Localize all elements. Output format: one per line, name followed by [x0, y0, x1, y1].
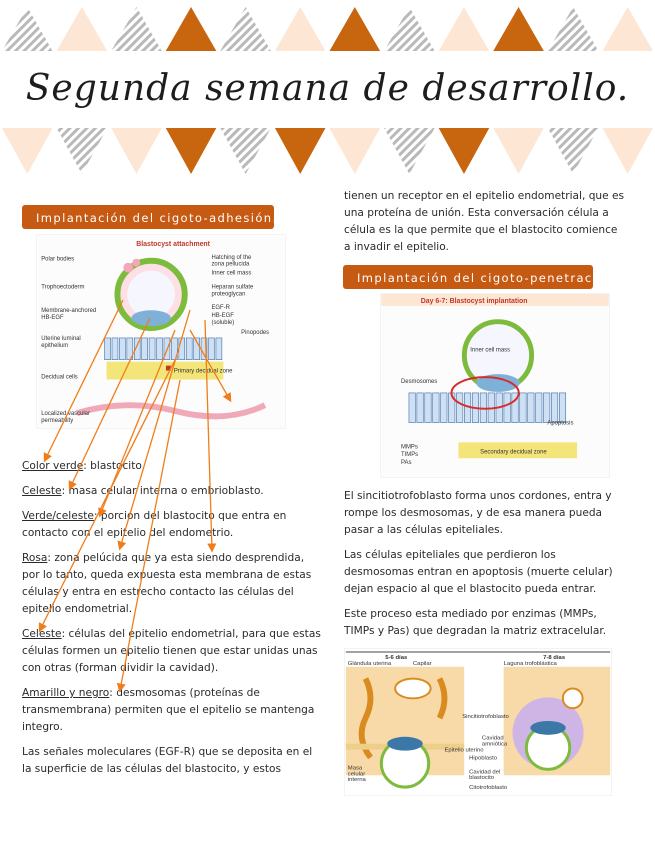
svg-text:Polar bodies: Polar bodies	[41, 256, 75, 263]
svg-text:Glándula uterina: Glándula uterina	[347, 660, 392, 667]
epithelial-cell	[119, 338, 125, 360]
svg-text:zona pellucida: zona pellucida	[211, 261, 250, 268]
svg-text:Localized vascular: Localized vascular	[41, 411, 90, 418]
epithelial-cell	[559, 393, 565, 423]
svg-text:Pinopodes: Pinopodes	[241, 329, 270, 336]
bunting-flag	[384, 7, 435, 51]
svg-text:Laguna trofoblástica: Laguna trofoblástica	[503, 660, 557, 667]
bunting-flag	[2, 7, 53, 51]
epithelial-cell	[456, 393, 462, 423]
svg-text:epithelium: epithelium	[41, 342, 69, 349]
epithelial-cell	[209, 338, 215, 360]
svg-text:proteoglycan: proteoglycan	[211, 291, 246, 298]
svg-text:Heparan sulfate: Heparan sulfate	[211, 284, 254, 291]
epithelial-cell	[171, 338, 177, 360]
epithelial-cell	[142, 338, 148, 360]
bunting-flag	[602, 128, 653, 174]
svg-text:Citotrofoblasto: Citotrofoblasto	[469, 785, 508, 792]
blastocyst-implantation-figure	[380, 293, 610, 478]
svg-text:Primary decidual zone: Primary decidual zone	[173, 368, 233, 375]
svg-text:Inner cell mass: Inner cell mass	[470, 347, 511, 354]
bottom-bunting-decoration	[0, 128, 655, 176]
top-bunting-decoration	[0, 5, 655, 53]
epithelial-cell	[134, 338, 140, 360]
epithelial-cell	[179, 338, 185, 360]
bunting-flag	[57, 128, 108, 174]
svg-text:Apoptosis: Apoptosis	[547, 420, 574, 427]
epithelial-cell	[433, 393, 439, 423]
epithelial-cell	[127, 338, 133, 360]
blastocyst-attachment-figure	[36, 234, 286, 429]
epithelial-cell	[409, 393, 415, 423]
epithelial-cell	[543, 393, 549, 423]
svg-text:Secondary decidual zone: Secondary decidual zone	[480, 449, 547, 456]
right-text-column	[344, 188, 626, 264]
svg-text:Decidual cells: Decidual cells	[41, 374, 78, 381]
section-banner-penetracion: Implantación del cigoto-penetración.	[343, 265, 593, 289]
svg-text:Membrane-anchored: Membrane-anchored	[41, 308, 97, 315]
bunting-flag	[111, 7, 162, 51]
section-banner-adhesion: Implantación del cigoto-adhesión.	[22, 205, 274, 229]
bunting-flag	[548, 128, 599, 174]
svg-text:EGF-R: EGF-R	[211, 305, 230, 312]
bunting-flag	[275, 128, 326, 174]
svg-text:Capilar: Capilar	[412, 660, 432, 667]
svg-text:Cavidad: Cavidad	[481, 735, 504, 742]
svg-text:amniótica: amniótica	[481, 741, 508, 748]
text-color-verde: Color verde: blastocito.	[22, 460, 146, 472]
text-enzimas: Este proceso esta mediado por enzimas (MMPs, TIMPs y Pas) que degradan la matriz extracelular.	[344, 608, 607, 637]
epithelial-cell	[417, 393, 423, 423]
epithelial-cell	[528, 393, 534, 423]
text-amarillo-negro: Amarillo y negro: desmosomas (proteínas de transmembrana) permiten que el epitelio se mantenga integro.	[22, 687, 315, 733]
epithelial-cell	[536, 393, 542, 423]
text-sincitiotrofoblasto: El sincitiotrofoblasto forma unos cordones, entra y rompe los desmosomas, y de esa manera pueda pasar a las células epiteliales.	[344, 490, 612, 536]
bunting-flag	[111, 128, 162, 174]
svg-text:Masa: Masa	[347, 765, 363, 772]
epithelial-cell	[441, 393, 447, 423]
svg-text:Epitelio uterino: Epitelio uterino	[444, 747, 484, 754]
epithelial-cell	[186, 338, 192, 360]
epithelial-cell	[112, 338, 118, 360]
text-rosa: Rosa: zona pelúcida que ya esta siendo desprendida, por lo tanto, queda expuesta esta membrana de estas células y entra en estrecho contacto las células del epitelio endometrial.	[22, 552, 312, 615]
figure-title: Day 6-7: Blastocyst implantation	[420, 297, 528, 305]
svg-text:7-8 días: 7-8 días	[543, 654, 566, 661]
epithelial-cell	[551, 393, 557, 423]
svg-text:Trophoectoderm: Trophoectoderm	[41, 284, 85, 291]
epithelial-cell	[194, 338, 200, 360]
bunting-flag	[275, 7, 326, 51]
epithelial-cell	[157, 338, 163, 360]
text-apoptosis: Las células epiteliales que perdieron los desmosomas entran en apoptosis (muerte celular) dejan espacio al que el blastocito pueda entrar.	[344, 549, 613, 595]
epithelial-cell	[520, 393, 526, 423]
epithelial-cell	[201, 338, 207, 360]
svg-text:Hatching of the: Hatching of the	[211, 254, 252, 261]
bunting-flag	[330, 128, 381, 174]
svg-text:5-6 días: 5-6 días	[385, 654, 408, 661]
svg-text:Hipoblasto: Hipoblasto	[469, 755, 498, 762]
epithelial-cell	[504, 393, 510, 423]
figure-title: Blastocyst attachment	[136, 240, 210, 248]
right-paragraphs	[344, 488, 626, 648]
svg-text:Inner cell mass: Inner cell mass	[211, 270, 252, 277]
svg-text:Desmosomes: Desmosomes	[401, 379, 438, 386]
epithelial-cell	[425, 393, 431, 423]
text-celeste-1: Celeste: masa celular interna o embrioblasto.	[22, 485, 264, 497]
epithelial-cell	[105, 338, 111, 360]
svg-text:Sincitiotrofoblasto: Sincitiotrofoblasto	[462, 714, 509, 721]
text-senales: Las señales moleculares (EGF-R) que se deposita en el la superficie de las células del blastocito, y estos	[22, 746, 313, 775]
bunting-flag	[602, 7, 653, 51]
bunting-flag	[2, 128, 53, 174]
bunting-flag	[439, 128, 490, 174]
epithelial-cell	[164, 338, 170, 360]
bunting-flag	[220, 7, 271, 51]
left-text-column	[22, 458, 322, 786]
text-receptor: tienen un receptor en el epitelio endometrial, que es una proteína de unión. Esta conversación célula a célula es la que permite que el blastocito comience a invadir el epitelio.	[344, 190, 625, 253]
svg-text:interna: interna	[347, 777, 366, 784]
svg-text:PAs: PAs	[401, 460, 412, 467]
svg-text:Uterine luminal: Uterine luminal	[41, 335, 81, 342]
epithelial-cell	[216, 338, 222, 360]
bunting-flag	[166, 7, 217, 51]
epithelial-cell	[149, 338, 155, 360]
svg-text:(soluble): (soluble)	[211, 320, 235, 327]
bunting-flag	[493, 128, 544, 174]
bunting-flag	[493, 7, 544, 51]
text-verde-celeste: Verde/celeste: porción del blastocito que entra en contacto con el epitelio del endometrio.	[22, 510, 287, 539]
svg-text:blastocito: blastocito	[469, 775, 495, 782]
bunting-flag	[220, 128, 271, 174]
svg-text:permeability: permeability	[41, 418, 74, 425]
bunting-flag	[57, 7, 108, 51]
svg-text:TIMPs: TIMPs	[401, 452, 419, 459]
page-title: Segunda semana de desarrollo.	[25, 68, 630, 109]
text-celeste-2: Celeste: células del epitelio endometrial, para que estas células formen un epitelio tienen que estar unidas unas con otras (forman dividir la cavidad).	[22, 628, 321, 674]
implantation-days-figure	[344, 648, 612, 796]
svg-text:HB-EGF: HB-EGF	[41, 315, 64, 322]
bunting-flag	[166, 128, 217, 174]
svg-text:Cavidad del: Cavidad del	[469, 769, 501, 776]
bunting-flag	[384, 128, 435, 174]
svg-text:MMPs: MMPs	[401, 444, 418, 451]
bunting-flag	[330, 7, 381, 51]
svg-text:HB-EGF: HB-EGF	[211, 313, 234, 320]
bunting-flag	[439, 7, 490, 51]
bunting-flag	[548, 7, 599, 51]
svg-text:celular: celular	[347, 771, 366, 778]
